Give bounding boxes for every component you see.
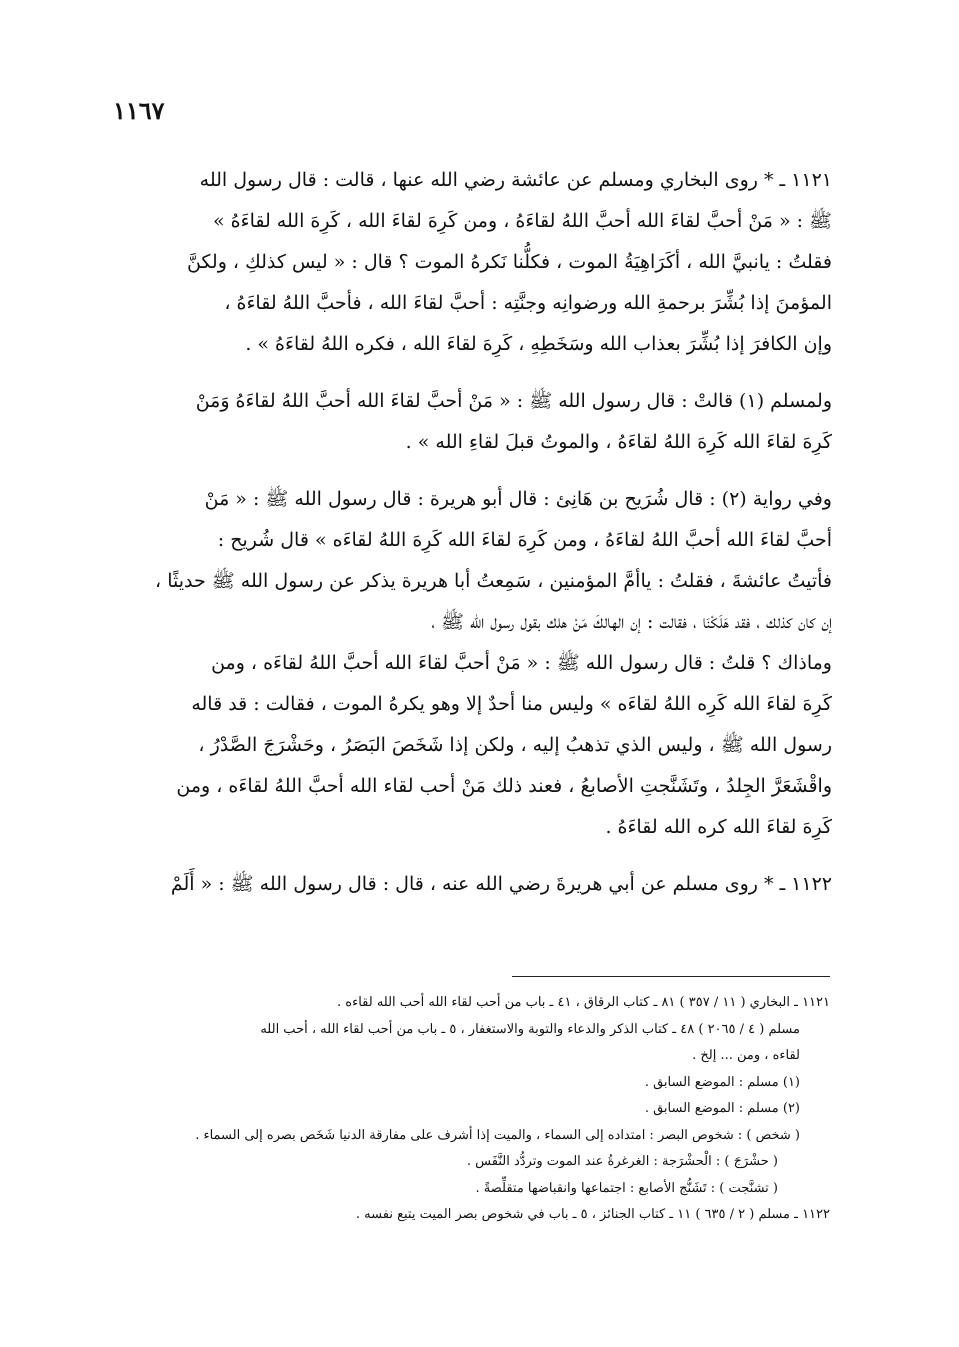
footnote-line: ١١٢٢ ـ مسلم ( ٢ / ٦٣٥ ) ١١ ـ كتاب الجنائز ، ٥ ـ باب في شخوص بصر الميت يتبع نفسه . (355, 1207, 830, 1222)
glossary-line: ( حشْرَجَ ) : الْحشْرَجة : الغرغرةُ عند الموت وتردُّد النَّفَس . (466, 1154, 778, 1169)
text-line: كَرِهَ لقاءَ الله كره الله لقاءَهُ . (605, 816, 832, 838)
glossary-line: ( تشنَّجت ) : تَشَنُّج الأصابع : اجتماعها وانقباضها متقلِّصةً . (475, 1180, 778, 1196)
muslim-narration (108, 381, 832, 463)
footnotes (108, 990, 830, 1229)
text-line: ١١٢٢ ـ * روى مسلم عن أبي هريرةَ رضي الله عنه ، قال : قال رسول الله ﷺ : « أَلَمْ (170, 873, 832, 895)
footnote-line: ١١٢١ ـ البخاري ( ١١ / ٣٥٧ ) ٨١ ـ كتاب الرقاق ، ٤١ ـ باب من أحب لقاء الله أحب الله لقاءه . (337, 995, 830, 1010)
text-line: ولمسلم (١) قالتْ : قال رسول الله ﷺ : « مَنْ أحبَّ لقاءَ الله أحبَّ اللهُ لقاءَهُ وَمَنْ (195, 390, 832, 412)
text-line: رسول الله ﷺ ، وليس الذي تذهبُ إليه ، ولكن إذا شَخَصَ البَصَرُ ، وحَشْرَجَ الصَّدْرُ ، (198, 734, 832, 756)
hadith-1121 (108, 160, 832, 365)
glossary-line: ( شخص ) : شخوص البصر : امتداده إلى السماء ، والميت إذا أشرف على مفارقة الدنيا شَخَص بصره إلى السماء . (195, 1127, 800, 1143)
text-line: ﷺ : « مَنْ أحبَّ لقاءَ الله أحبَّ اللهُ لقاءَهُ ، ومن كَرِهَ لقاءَ الله ، كَرِهَ الله لقاءَهُ » (213, 210, 832, 232)
text-line: فأتيتُ عائشةَ ، فقلتُ : ياأمَّ المؤمنين ، سَمِعتُ أبا هريرة يذكر عن رسول الله ﷺ حديثًا ، (155, 570, 832, 592)
text-line: واقْشَعَرَّ الجِلدُ ، وتَشَنَّجتِ الأصابعُ ، فعند ذلك مَنْ أحب لقاء الله أحبَّ اللهُ لقاءَه ، ومن (176, 775, 832, 797)
text-line: وماذاك ؟ قلتُ : قال رسول الله ﷺ : « مَنْ أحبَّ لقاءَ الله أحبَّ اللهُ لقاءَه ، ومن (211, 652, 832, 674)
page-number: ١١٦٧ (113, 96, 165, 125)
text-line: فقلتُ : يانبيَّ الله ، أكَرَاهِيَةُ الموت ، فكلُّنا نَكرهُ الموت ؟ قال : « ليس كذلكِ ، ولكنَّ (186, 251, 832, 273)
main-text (108, 160, 832, 921)
hadith-1122 (108, 864, 832, 905)
text-line: إن كان كذلك ، فقد هَلَكْنَا ، فقالت : إن الهالكَ مَنْ هلك بقول رسول الله ﷺ ، (431, 611, 832, 633)
text-line: وفي رواية (٢) : قال شُرَيح بن هَانِئ : قال أبو هريرة : قال رسول الله ﷺ : « مَنْ (204, 488, 832, 510)
shurayh-narration (108, 479, 832, 848)
footnote-line: مسلم ( ٤ / ٢٠٦٥ ) ٤٨ ـ كتاب الذكر والدعاء والتوبة والاستغفار ، ٥ ـ باب من أحب لقاء الله ، أحب الله (260, 1021, 800, 1037)
footnote-line: (١) مسلم : الموضع السابق . (644, 1074, 800, 1090)
text-line: المؤمنَ إذا بُشِّرَ برحمةِ الله ورضوانِه وجنَّتِه : أحبَّ لقاءَ الله ، فأحبَّ اللهُ لقاءَهُ ، (224, 292, 832, 314)
footnote-line: لقاءه ، ومن ... إلخ . (692, 1048, 800, 1063)
text-line: ١١٢١ ـ * روى البخاري ومسلم عن عائشة رضي الله عنها ، قالت : قال رسول الله (199, 169, 832, 191)
text-line: كَرِهَ لقاءَ الله كَرِه اللهُ لقاءَه » وليس منا أحدٌ إلا وهو يكرهُ الموت ، فقالت : قد قاله (191, 693, 832, 715)
text-line: أحبَّ لقاءَ الله أحبَّ اللهُ لقاءَهُ ، ومن كَرِهَ لقاءَ الله كَرِهَ اللهُ لقاءَه » قال شُريح : (217, 529, 832, 551)
footnote-line: (٢) مسلم : الموضع السابق . (644, 1101, 800, 1116)
footnote-divider (512, 976, 830, 977)
text-line: كَرِهَ لقاءَ الله كَرِهَ اللهُ لقاءَهُ ، والموتُ قبلَ لقاءِ الله » . (405, 431, 832, 453)
text-line: وإن الكافرَ إذا بُشِّرَ بعذاب الله وسَخَطِهِ ، كَرِهَ لقاءَ الله ، فكره اللهُ لقاءَهُ » . (245, 333, 832, 355)
